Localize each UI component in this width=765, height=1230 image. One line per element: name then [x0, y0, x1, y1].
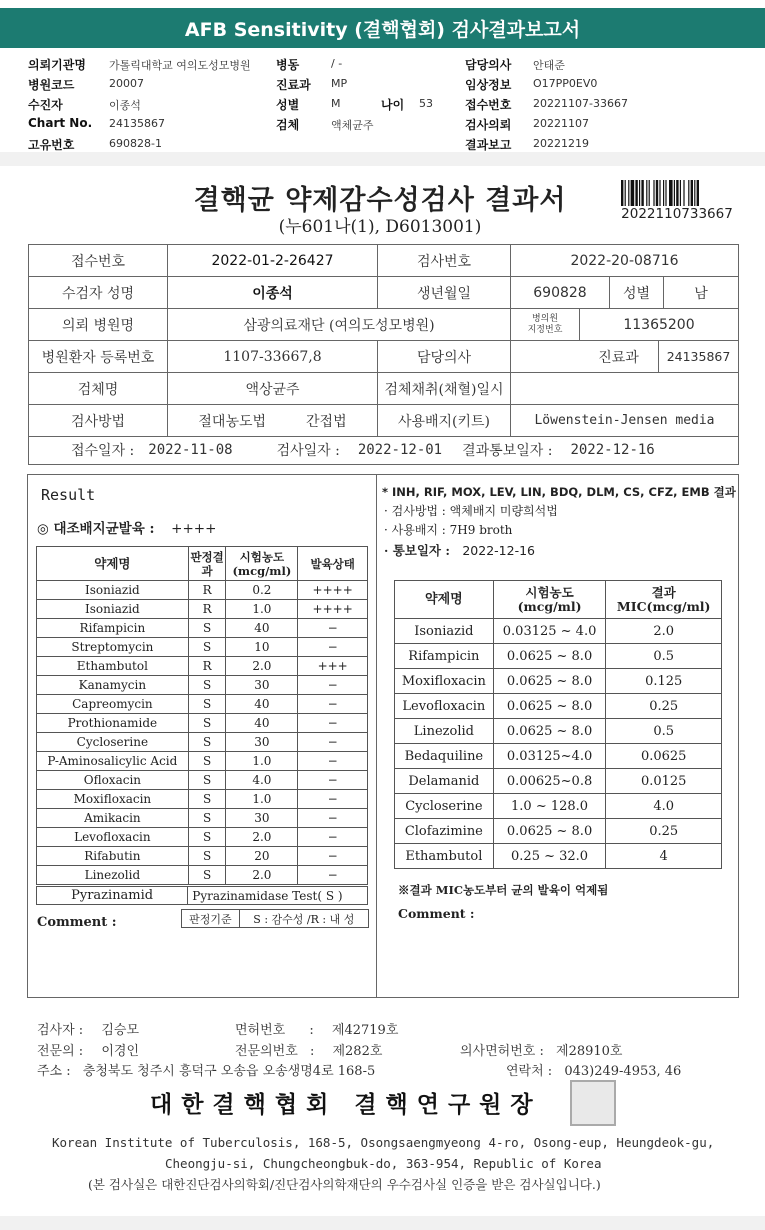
mic-result: 0.0625: [606, 744, 722, 769]
license-line: 면허번호 : 제42719호: [235, 1023, 399, 1038]
concentration-range: 0.03125 ~ 4.0: [493, 619, 606, 644]
medium-line: · 사용배지 : 7H9 broth: [384, 523, 513, 537]
test-no-value: 2022-20-08716: [510, 244, 739, 277]
medium-value: Löwenstein-Jensen media: [510, 404, 739, 437]
method-value-2: 간접법: [306, 413, 347, 430]
report-date-line: [384, 541, 535, 559]
judgement: S: [188, 866, 226, 885]
drug-name: Rifampicin: [37, 619, 189, 638]
concentration-range: 0.0625 ~ 8.0: [493, 644, 606, 669]
hospital-label: 의뢰 병원명: [28, 308, 168, 341]
table-row: [395, 694, 722, 719]
concentration: 30: [226, 676, 298, 695]
judgement: S: [188, 676, 226, 695]
meta-value: 20221219: [533, 137, 589, 150]
specialist-no-label: 전문의번호: [235, 1044, 298, 1059]
specialist-line: [37, 1040, 139, 1059]
table-row: [395, 794, 722, 819]
concentration: 2.0: [226, 657, 298, 676]
growth: −: [298, 619, 368, 638]
contact-label: 연락처 :: [506, 1064, 553, 1079]
meta-label: 접수번호: [465, 98, 512, 112]
concentration-range: 0.0625 ~ 8.0: [493, 819, 606, 844]
meta-label: Chart No.: [28, 116, 93, 130]
tester-name: 김승모: [101, 1023, 140, 1038]
growth: −: [298, 733, 368, 752]
mic-result: 0.25: [606, 694, 722, 719]
judgement: R: [188, 581, 226, 600]
control-growth-line: [37, 517, 216, 537]
concentration: 1.0: [226, 752, 298, 771]
meta-value: 24135867: [109, 117, 165, 130]
concentration-range: 0.03125~4.0: [493, 744, 606, 769]
hospital-no-label-line-1: 병의원: [531, 313, 559, 324]
report-date-label: · 통보일자 :: [384, 543, 450, 558]
request-meta: [0, 54, 765, 150]
mic-col-header-concentration: 시험농도(mcg/ml): [493, 581, 606, 619]
license-label: 면허번호: [235, 1023, 286, 1038]
specialist-no-value: 제282호: [332, 1044, 383, 1059]
criteria-value: S : 감수성 /R : 내 성: [239, 910, 368, 928]
mic-result: 4: [606, 844, 722, 869]
dept-label: 진료과: [579, 340, 659, 373]
col-header-concentration: 시험농도(mcg/ml): [226, 547, 298, 581]
barcode-bar: [631, 180, 635, 206]
barcode-image: [621, 180, 729, 206]
concentration-range: 0.00625~0.8: [493, 769, 606, 794]
control-growth-label: ◎ 대조배지균발육 :: [37, 521, 155, 537]
meta-value: 20221107-33667: [533, 97, 628, 110]
barcode-bar: [683, 180, 684, 206]
judgement: S: [188, 638, 226, 657]
solid-media-rows: [37, 581, 368, 885]
age-label: 나이: [381, 98, 405, 112]
growth: −: [298, 752, 368, 771]
barcode-bar: [625, 180, 626, 206]
drug-name: Linezolid: [37, 866, 189, 885]
drug-name: Moxifloxacin: [37, 790, 189, 809]
received-value: 2022-11-08: [148, 442, 233, 458]
drug-name: Delamanid: [395, 769, 494, 794]
dob-label: 생년월일: [377, 276, 511, 309]
meta-label: 임상정보: [465, 78, 512, 92]
growth: −: [298, 676, 368, 695]
meta-value: 가톨릭대학교 여의도성모병원: [109, 59, 251, 72]
drug-name: Cycloserine: [37, 733, 189, 752]
solid-media-result-table: [36, 546, 368, 885]
reg-no-value: 1107-33667,8: [167, 340, 378, 373]
barcode-bar: [646, 180, 647, 206]
criteria-box: [181, 909, 369, 928]
dept-value: 24135867: [658, 340, 739, 373]
control-growth-value: ++++: [171, 521, 217, 537]
concentration: 10: [226, 638, 298, 657]
mic-col-header-drug: 약제명: [395, 581, 494, 619]
concentration-range: 1.0 ~ 128.0: [493, 794, 606, 819]
mic-result: 4.0: [606, 794, 722, 819]
growth: −: [298, 866, 368, 885]
method-value-1: 절대농도법: [198, 413, 267, 430]
mic-result: 0.125: [606, 669, 722, 694]
collection-value: [510, 372, 739, 405]
barcode-bar: [639, 180, 640, 206]
drug-name: Kanamycin: [37, 676, 189, 695]
judgement: S: [188, 752, 226, 771]
reported-value: 2022-12-16: [570, 442, 655, 458]
concentration-range: 0.0625 ~ 8.0: [493, 719, 606, 744]
concentration: 20: [226, 847, 298, 866]
right-comment-label: Comment :: [398, 906, 475, 921]
barcode-bar: [688, 180, 689, 206]
criteria-label: 판정기준: [182, 910, 240, 928]
pyrazinamid-row: [36, 886, 368, 905]
judgement: R: [188, 657, 226, 676]
table-row: [395, 719, 722, 744]
sex-value: 남: [663, 276, 739, 309]
receipt-no-label: 접수번호: [28, 244, 168, 277]
result-heading: Result: [41, 486, 96, 504]
reported-label: 결과통보일자 :: [462, 443, 553, 459]
barcode-bar: [621, 180, 623, 206]
concentration: 40: [226, 619, 298, 638]
concentration: 4.0: [226, 771, 298, 790]
age-value: 53: [419, 97, 433, 110]
medium-label: 사용배지(키트): [377, 404, 511, 437]
judgement: R: [188, 600, 226, 619]
table-row: [37, 771, 368, 790]
growth: +++: [298, 657, 368, 676]
barcode-bar: [669, 180, 673, 206]
meta-label: 병동: [276, 58, 300, 72]
page-bottom-band: [0, 1216, 765, 1230]
report-title: AFB Sensitivity (결핵협회) 검사결과보고서: [0, 8, 765, 48]
mic-result: 0.0125: [606, 769, 722, 794]
table-row: [37, 657, 368, 676]
judgement: S: [188, 847, 226, 866]
concentration-range: 0.0625 ~ 8.0: [493, 694, 606, 719]
meta-label: 결과보고: [465, 138, 512, 152]
certification-note: (본 검사실은 대한진단검사의학회/진단검사의학재단의 우수검사실 인증을 받은 검사실입니다.): [88, 1177, 601, 1192]
concentration-range: 0.0625 ~ 8.0: [493, 669, 606, 694]
barcode-bar: [676, 180, 678, 206]
drug-name: Isoniazid: [37, 600, 189, 619]
method-value: [167, 404, 378, 437]
mic-result: 2.0: [606, 619, 722, 644]
drug-name: Streptomycin: [37, 638, 189, 657]
tested-drugs-line: * INH, RIF, MOX, LEV, LIN, BDQ, DLM, CS, CFZ, EMB 결과: [382, 485, 736, 499]
growth: ++++: [298, 600, 368, 619]
growth: −: [298, 771, 368, 790]
judgement: S: [188, 619, 226, 638]
barcode-bar: [653, 180, 654, 206]
specialist-name: 이경인: [101, 1044, 140, 1059]
table-row: [395, 844, 722, 869]
meta-label: 성별: [276, 98, 300, 112]
hospital-no-value: 11365200: [579, 308, 739, 341]
barcode-bar: [659, 180, 660, 206]
meta-label: 고유번호: [28, 138, 75, 152]
doctor-label: 담당의사: [377, 340, 511, 373]
reg-no-label: 병원환자 등록번호: [28, 340, 168, 373]
barcode-number: 2022110733667: [621, 206, 733, 222]
meta-value: 안태준: [533, 59, 565, 72]
drug-name: Prothionamide: [37, 714, 189, 733]
table-row: [37, 752, 368, 771]
barcode-bar: [628, 180, 629, 206]
method-line: · 검사방법 : 액체배지 미량희석법: [384, 504, 558, 518]
drug-name: Isoniazid: [37, 581, 189, 600]
drug-name: Rifampicin: [395, 644, 494, 669]
tester-label: 검사자 :: [37, 1023, 84, 1038]
meta-label: 진료과: [276, 78, 311, 92]
table-row: [37, 714, 368, 733]
mic-note: ※결과 MIC농도부터 균의 발육이 억제됨: [398, 883, 609, 897]
judgement: S: [188, 714, 226, 733]
tester-line: [37, 1019, 139, 1038]
meta-label: 검사의뢰: [465, 118, 512, 132]
growth: −: [298, 695, 368, 714]
doctor-license-label: 의사면허번호 :: [460, 1044, 544, 1059]
barcode-bar: [665, 180, 666, 206]
dates-row: [28, 436, 739, 465]
table-row: [37, 695, 368, 714]
collection-label: 검체채취(채혈)일시: [377, 372, 511, 405]
meta-value: O17PP0EV0: [533, 77, 598, 90]
concentration: 40: [226, 714, 298, 733]
concentration: 30: [226, 809, 298, 828]
drug-name: Clofazimine: [395, 819, 494, 844]
doctor-license-line: [460, 1040, 623, 1059]
concentration: 0.2: [226, 581, 298, 600]
contact-value: 043)249-4953, 46: [564, 1064, 682, 1079]
table-row: [395, 669, 722, 694]
table-row: [395, 819, 722, 844]
left-comment-label: Comment :: [37, 915, 117, 930]
col-header-growth: 발육상태: [298, 547, 368, 581]
mic-result-table: [394, 580, 722, 869]
meta-label: 병원코드: [28, 78, 75, 92]
test-no-label: 검사번호: [377, 244, 511, 277]
specialist-label: 전문의 :: [37, 1044, 84, 1059]
drug-name: Cycloserine: [395, 794, 494, 819]
drug-name: Capreomycin: [37, 695, 189, 714]
mic-result: 0.5: [606, 644, 722, 669]
table-row: [395, 769, 722, 794]
barcode-bar: [697, 180, 699, 206]
table-row: [395, 744, 722, 769]
table-row: [37, 733, 368, 752]
specimen-value: 액상균주: [167, 372, 378, 405]
concentration: 40: [226, 695, 298, 714]
table-row: [37, 638, 368, 657]
address-label: 주소 :: [37, 1064, 71, 1079]
meta-label: 담당의사: [465, 58, 512, 72]
meta-value: / -: [331, 57, 343, 70]
concentration: 2.0: [226, 828, 298, 847]
doctor-license-value: 제28910호: [556, 1044, 623, 1059]
method-label: 검사방법: [28, 404, 168, 437]
drug-name: Levofloxacin: [37, 828, 189, 847]
judgement: S: [188, 790, 226, 809]
drug-name: Levofloxacin: [395, 694, 494, 719]
concentration: 2.0: [226, 866, 298, 885]
table-row: [37, 866, 368, 885]
address-english-line-2: Cheongju-si, Chungcheongbuk-do, 363-954, Republic of Korea: [165, 1156, 602, 1171]
drug-name: Amikacin: [37, 809, 189, 828]
table-row: [37, 790, 368, 809]
col-header-judgement: 판정결과: [188, 547, 226, 581]
drug-name: Rifabutin: [37, 847, 189, 866]
sex-label: 성별: [609, 276, 664, 309]
col-header-drug: 약제명: [37, 547, 189, 581]
growth: −: [298, 638, 368, 657]
table-row: [37, 581, 368, 600]
meta-value: 20007: [109, 77, 144, 90]
concentration: 30: [226, 733, 298, 752]
drug-name: Ofloxacin: [37, 771, 189, 790]
specimen-label: 검체명: [28, 372, 168, 405]
drug-name: Ethambutol: [37, 657, 189, 676]
patient-name-label: 수검자 성명: [28, 276, 168, 309]
judgement: S: [188, 771, 226, 790]
meta-value: MP: [331, 77, 348, 90]
dob-value: 690828: [510, 276, 610, 309]
meta-label: 검체: [276, 118, 300, 132]
barcode-bar: [641, 180, 643, 206]
growth: −: [298, 828, 368, 847]
institute-name: 대한결핵협회 결핵연구원장: [150, 1091, 542, 1118]
growth: −: [298, 847, 368, 866]
document-subtitle: (누601나(1), D6013001): [278, 217, 482, 237]
growth: −: [298, 790, 368, 809]
table-row: [37, 809, 368, 828]
barcode-bar: [656, 180, 658, 206]
judgement: S: [188, 695, 226, 714]
table-row: [395, 644, 722, 669]
meta-value: M: [331, 97, 341, 110]
table-row: [37, 676, 368, 695]
drug-name: Linezolid: [395, 719, 494, 744]
section-divider: [0, 152, 765, 166]
tested-label: 검사일자 :: [276, 443, 340, 459]
doctor-value: [510, 340, 580, 373]
table-row: [395, 619, 722, 644]
barcode-bar: [694, 180, 695, 206]
drug-name: Ethambutol: [395, 844, 494, 869]
meta-value: 이종석: [109, 99, 141, 112]
pyrazinamid-label: Pyrazinamid: [37, 887, 188, 905]
mic-rows: [395, 619, 722, 869]
contact-line: [506, 1060, 681, 1079]
hospital-no-label-line-2: 지정번호: [527, 324, 563, 335]
concentration: 1.0: [226, 600, 298, 619]
meta-value: 액체균주: [331, 119, 374, 132]
barcode-bar: [674, 180, 675, 206]
table-row: [37, 847, 368, 866]
growth: −: [298, 714, 368, 733]
mic-result: 0.5: [606, 719, 722, 744]
judgement: S: [188, 828, 226, 847]
table-row: [37, 828, 368, 847]
growth: −: [298, 809, 368, 828]
tested-value: 2022-12-01: [357, 442, 443, 458]
document-title: 결핵균 약제감수성검사 결과서: [193, 185, 567, 216]
barcode-bar: [635, 180, 637, 206]
judgement: S: [188, 809, 226, 828]
table-row: [37, 619, 368, 638]
mic-col-header-result: 결과 MIC(mcg/ml): [606, 581, 722, 619]
barcode-bar: [663, 180, 664, 206]
mic-result: 0.25: [606, 819, 722, 844]
address-value: 충청북도 청주시 흥덕구 오송읍 오송생명4로 168-5: [82, 1064, 376, 1079]
drug-name: Bedaquiline: [395, 744, 494, 769]
drug-name: P-Aminosalicylic Acid: [37, 752, 189, 771]
license-value: 제42719호: [331, 1023, 399, 1038]
address-english-line-1: Korean Institute of Tuberculosis, 168-5, Osongsaengmyeong 4-ro, Osong-eup, Heungdeok-gu,: [52, 1135, 715, 1150]
growth: ++++: [298, 581, 368, 600]
specialist-no-line: 전문의번호 : 제282호: [235, 1044, 383, 1059]
meta-label: 수진자: [28, 98, 63, 112]
received-label: 접수일자 :: [71, 443, 135, 459]
report-date-value: 2022-12-16: [462, 543, 535, 558]
receipt-no-value: 2022-01-2-26427: [167, 244, 378, 277]
patient-name-value: 이종석: [167, 276, 378, 309]
pyrazinamid-value: Pyrazinamidase Test( S ): [188, 887, 368, 905]
drug-name: Isoniazid: [395, 619, 494, 644]
hospital-value: 삼광의료재단 (여의도성모병원): [167, 308, 511, 341]
meta-label: 의뢰기관명: [28, 58, 86, 72]
address-line: [37, 1060, 375, 1079]
barcode-bar: [680, 180, 681, 206]
meta-value: 690828-1: [109, 137, 162, 150]
barcode-bar: [649, 180, 650, 206]
concentration: 1.0: [226, 790, 298, 809]
hospital-no-label: [510, 308, 580, 341]
table-row: [37, 600, 368, 619]
judgement: S: [188, 733, 226, 752]
concentration-range: 0.25 ~ 32.0: [493, 844, 606, 869]
meta-value: 20221107: [533, 117, 589, 130]
drug-name: Moxifloxacin: [395, 669, 494, 694]
barcode-bar: [691, 180, 693, 206]
